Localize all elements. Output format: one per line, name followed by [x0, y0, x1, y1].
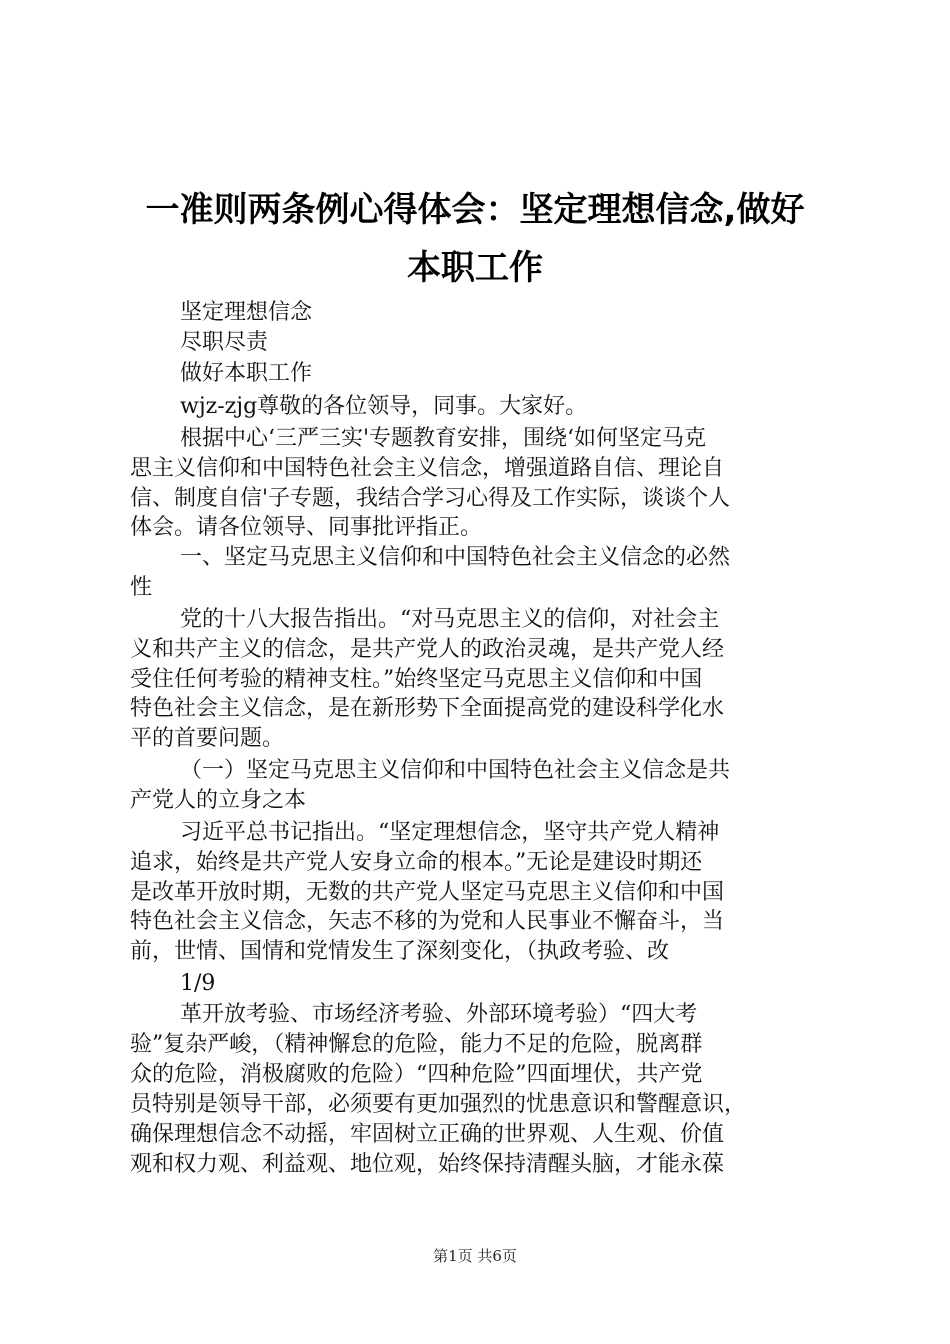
body-line: 根据中心‘三严三实'专题教育安排，围绕‘如何坚定马克 [180, 426, 707, 451]
keyword-line: 尽职尽责 [180, 330, 269, 355]
body-line: 特色社会主义信念，矢志不移的为党和人民事业不懈奋斗，当 [130, 909, 725, 934]
document-title-line-2: 本职工作 [407, 248, 543, 288]
subsection-heading-line: 产党人的立身之本 [130, 788, 307, 813]
body-line: wjz-zjg尊敬的各位领导，同事。大家好。 [180, 394, 588, 419]
body-line: 确保理想信念不动摇，牢固树立正确的世界观、人生观、价值 [130, 1122, 725, 1147]
body-line: 特色社会主义信念，是在新形势下全面提高党的建设科学化水 [130, 696, 725, 721]
body-line: 观和权力观、利益观、地位观，始终保持清醒头脑，才能永葆 [130, 1152, 725, 1177]
inline-page-marker: 1/9 [180, 971, 216, 996]
document-title-line-1: 一准则两条例心得体会：坚定理想信念,做好 [145, 190, 805, 230]
keyword-line: 做好本职工作 [180, 361, 313, 386]
body-line: 习近平总书记指出。“坚定理想信念，坚守共产党人精神 [180, 820, 720, 845]
body-line: 受住任何考验的精神支柱。”始终坚定马克思主义信仰和中国 [130, 667, 703, 692]
keyword-line: 坚定理想信念 [180, 300, 313, 325]
body-line: 党的十八大报告指出。“对马克思主义的信仰，对社会主 [180, 607, 720, 632]
body-line: 众的危险，消极腐败的危险）“四种危险”四面埋伏，共产党 [130, 1062, 703, 1087]
section-heading-line: 性 [130, 575, 153, 600]
page-footer: 第1页 共6页 [433, 1247, 517, 1265]
body-line: 革开放考验、市场经济考验、外部环境考验）“四大考 [180, 1002, 698, 1027]
body-line: 验”复杂严峻，（精神懈怠的危险，能力不足的危险，脱离群 [130, 1032, 703, 1057]
body-line: 信、制度自信'子专题，我结合学习心得及工作实际，谈谈个人 [130, 486, 731, 511]
subsection-heading-line: （一）坚定马克思主义信仰和中国特色社会主义信念是共 [180, 758, 731, 783]
body-line: 前，世情、国情和党情发生了深刻变化，（执政考验、改 [130, 939, 670, 964]
body-line: 体会。请各位领导、同事批评指正。 [130, 515, 483, 540]
body-line: 思主义信仰和中国特色社会主义信念，增强道路自信、理论自 [130, 456, 725, 481]
body-line: 追求，始终是共产党人安身立命的根本。”无论是建设时期还 [130, 850, 703, 875]
body-line: 是改革开放时期，无数的共产党人坚定马克思主义信仰和中国 [130, 880, 725, 905]
body-line: 义和共产主义的信念，是共产党人的政治灵魂，是共产党人经 [130, 637, 725, 662]
section-heading-line: 一、坚定马克思主义信仰和中国特色社会主义信念的必然 [180, 545, 731, 570]
body-line: 平的首要问题。 [130, 726, 285, 751]
body-line: 员特别是领导干部，必须要有更加强烈的忧患意识和警醒意识， [130, 1092, 747, 1117]
